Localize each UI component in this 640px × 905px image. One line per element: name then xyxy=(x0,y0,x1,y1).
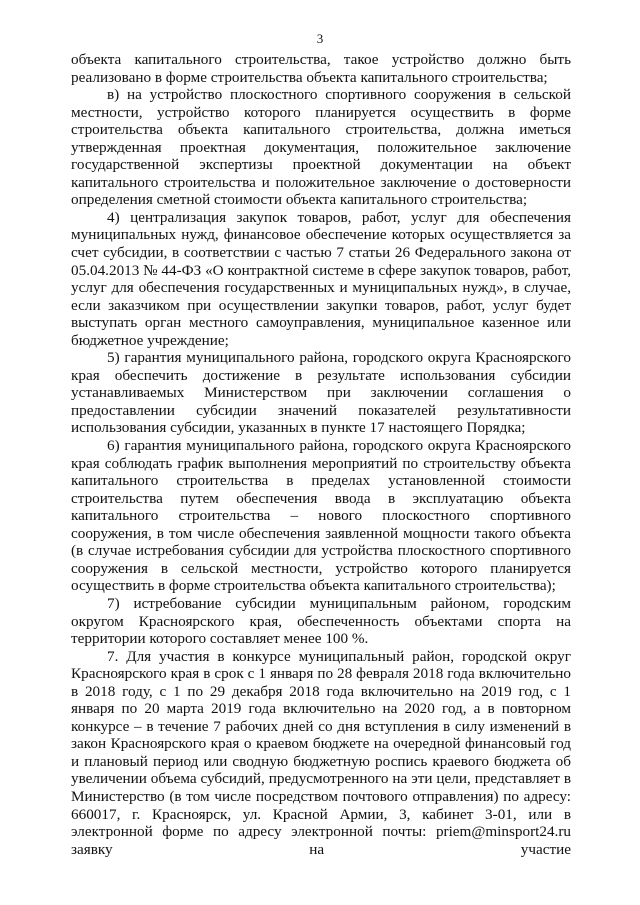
paragraph-item-7: 7) истребование субсидии муниципальным районом, городским округом Красноярского края, обеспеченность объектами спорта на территории которого составляет менее 100 %. xyxy=(71,594,571,648)
paragraph-continuation: объекта капитального строительства, такое устройство должно быть реализовано в форме строительства объекта капитального строительства; xyxy=(71,51,571,86)
paragraph-item-5: 5) гарантия муниципального района, городского округа Красноярского края обеспечить достижение в результате использования субсидии устанавливаемых Министерством при заключении соглашения о предоставлении субсидии значений показателей результативности использования субсидии, указанных в пункте 17 настоящего Порядка; xyxy=(71,349,571,437)
paragraph-clause-7: 7. Для участия в конкурсе муниципальный район, городской округ Красноярского края в срок с 1 января по 28 февраля 2018 года включительно в 2018 году, с 1 по 29 декабря 2018 года включительно на 2019 год, с 1 января по 20 марта 2019 года включительно на 2020 год, а в повторном конкурсе – в течение 7 рабочих дней со дня вступления в силу изменений в закон Красноярского края о краевом бюджете на очередной финансовый год и плановый период или сводную бюджетную роспись краевого бюджета об увеличении объема субсидий, предусмотренного на эти цели, представляет в Министерство (в том числе посредством почтового отправления) по адресу: 660017, г. Красноярск, ул. Красной Армии, 3, кабинет 3-01, или в электронной форме по адресу электронной почты: priem@minsport24.ru заявку на участие xyxy=(71,647,571,858)
paragraph-subitem-v: в) на устройство плоскостного спортивного сооружения в сельской местности, устройство которого планируется осуществить в форме строительства объекта капитального строительства, должна иметься утвержденная проектная документация, положительное заключение государственной экспертизы проектной документации на объект капитального строительства и положительное заключение о достоверности определения сметной стоимости объекта капитального строительства; xyxy=(71,86,571,209)
page-number: 3 xyxy=(316,31,324,46)
paragraph-item-4: 4) централизация закупок товаров, работ, услуг для обеспечения муниципальных нужд, финансовое обеспечение которых осуществляется за счет субсидии, в соответствии с частью 7 статьи 26 Федерального закона от 05.04.2013 № 44-ФЗ «О контрактной системе в сфере закупок товаров, работ, услуг для обеспечения государственных и муниципальных нужд», в случае, если заказчиком при осуществлении закупки товаров, работ, услуг будет выступать орган местного самоуправления, муниципальное казенное или бюджетное учреждение; xyxy=(71,208,571,349)
document-body xyxy=(71,51,571,858)
paragraph-item-6: 6) гарантия муниципального района, городского округа Красноярского края соблюдать график выполнения мероприятий по строительству объекта капитального строительства в пределах установленной стоимости строительства путем обеспечения ввода в эксплуатацию объекта капитального строительства – нового плоскостного спортивного сооружения, в том числе обеспечения заявленной мощности такого объекта (в случае истребования субсидии для устройства плоскостного спортивного сооружения в сельской местности, устройство которого планируется осуществить в форме строительства объекта капитального строительства); xyxy=(71,437,571,595)
